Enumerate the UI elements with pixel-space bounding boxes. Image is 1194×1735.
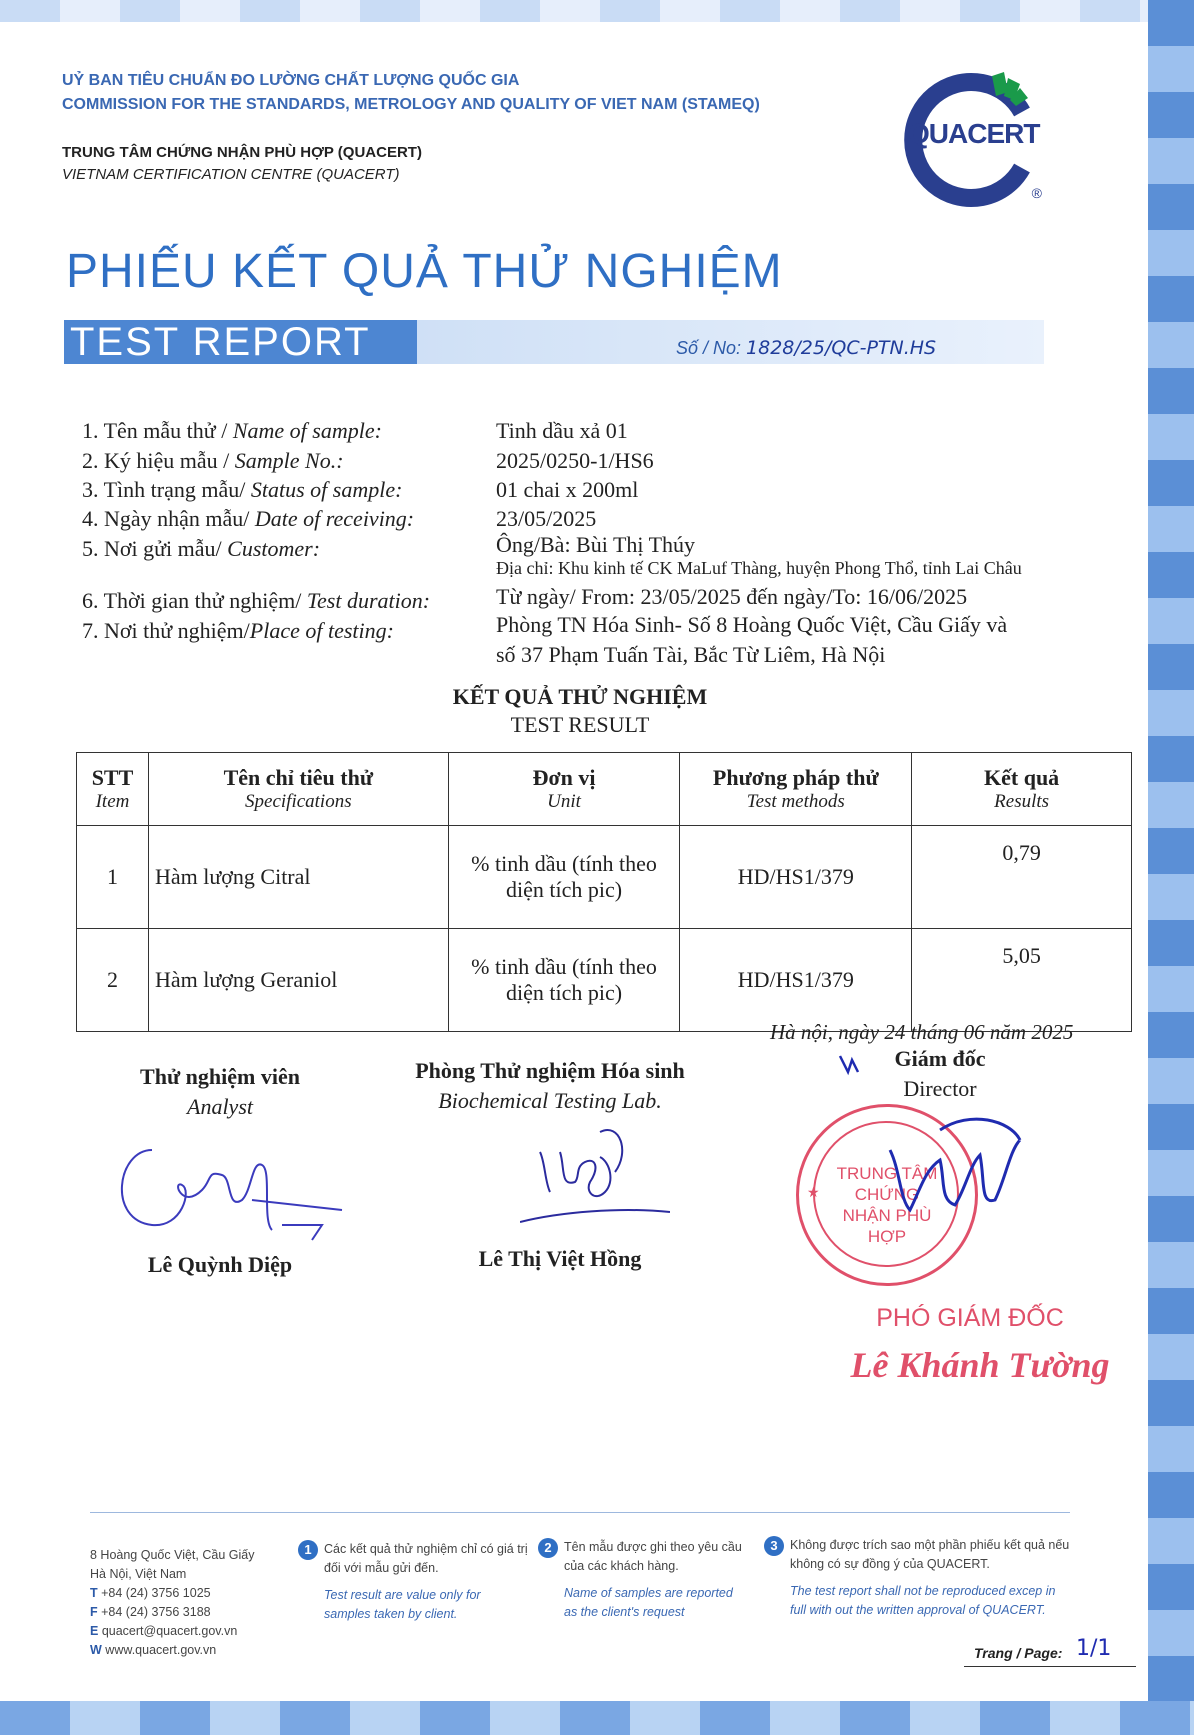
director-title-vn: Giám đốc (894, 1046, 986, 1071)
footer-contact (90, 1546, 254, 1660)
top-border (0, 0, 1194, 22)
analyst-signature (112, 1130, 352, 1250)
footer-address-1: 8 Hoàng Quốc Việt, Cầu Giấy (90, 1548, 255, 1562)
note-3-en: The test report shall not be reproduced excep in full with out the written approval of QUACERT. (790, 1584, 1056, 1617)
cell-stt: 1 (77, 826, 149, 929)
lab-name: Lê Thị Việt Hồng (478, 1246, 642, 1271)
stamp-center-text: TRUNG TÂM CHỨNG NHẬN PHÙ HỢP (836, 1164, 938, 1246)
info-label-7: 7. Nơi thử nghiệm/Place of testing: (82, 618, 394, 643)
header-method: Phương pháp thử Test methods (680, 753, 912, 826)
deputy-title: PHÓ GIÁM ĐỐC (876, 1304, 1064, 1332)
logo-text: QUACERT (908, 118, 1040, 149)
report-number-value: 1828/25/QC-PTN.HS (746, 337, 937, 359)
info-label-1: 1. Tên mẫu thử / Name of sample: (82, 418, 382, 443)
cell-result: 5,05 (912, 929, 1132, 1032)
cell-unit: % tinh dầu (tính theo diện tích pic) (448, 929, 680, 1032)
footer-note-1 (298, 1540, 528, 1624)
note-3-vn: Không được trích sao một phần phiếu kết quả nếu không có sự đồng ý của QUACERT. (790, 1538, 1070, 1571)
report-number (676, 337, 936, 359)
info-value-6: Từ ngày/ From: 23/05/2025 đến ngày/To: 16/06/2025 (496, 584, 968, 609)
result-heading-en: TEST RESULT (510, 712, 650, 737)
note-1-en: Test result are value only for samples taken by client. (324, 1588, 481, 1621)
table-header-row (77, 753, 1132, 826)
footer-note-3 (764, 1536, 1070, 1620)
info-value-7-line2: số 37 Phạm Tuấn Tài, Bắc Từ Liêm, Hà Nội (496, 642, 886, 667)
page-value: 1/1 (1076, 1636, 1112, 1661)
lab-title-en: Biochemical Testing Lab. (438, 1088, 662, 1113)
note-number-1: 1 (298, 1540, 318, 1560)
centre-vn: TRUNG TÂM CHỨNG NHẬN PHÙ HỢP (QUACERT) (62, 144, 422, 161)
stamp-star-icon: ★ (807, 1186, 820, 1201)
info-value-7: Phòng TN Hóa Sinh- Số 8 Hoàng Quốc Việt, Cầu Giấy và (496, 612, 1008, 637)
note-2-vn: Tên mẫu được ghi theo yêu cầu của các khách hàng. (564, 1540, 742, 1573)
info-label-3: 3. Tình trạng mẫu/ Status of sample: (82, 477, 403, 502)
info-label-2: 2. Ký hiệu mẫu / Sample No.: (82, 448, 344, 473)
info-value-5: Ông/Bà: Bùi Thị Thúy (496, 532, 696, 557)
cell-result: 0,79 (912, 826, 1132, 929)
analyst-title-vn: Thử nghiệm viên (140, 1064, 300, 1089)
org-en: COMMISSION FOR THE STANDARDS, METROLOGY AND QUALITY OF VIET NAM (STAMEQ) (62, 96, 760, 113)
table-row (77, 929, 1132, 1032)
note-2-en: Name of samples are reported as the client's request (564, 1586, 733, 1619)
header-spec: Tên chỉ tiêu thử Specifications (148, 753, 448, 826)
note-number-3: 3 (764, 1536, 784, 1556)
footer-fax: F +84 (24) 3756 3188 (90, 1605, 211, 1619)
info-label-4: 4. Ngày nhận mẫu/ Date of receiving: (82, 506, 415, 531)
footer-divider (90, 1512, 1070, 1513)
info-label-5: 5. Nơi gửi mẫu/ Customer: (82, 536, 321, 561)
info-value-4: 23/05/2025 (496, 506, 597, 531)
date-line: Hà nội, ngày 24 tháng 06 năm 2025 (770, 1020, 1074, 1044)
footer-email[interactable]: E quacert@quacert.gov.vn (90, 1624, 238, 1638)
analyst-title-en: Analyst (187, 1094, 253, 1119)
lab-signature (520, 1112, 670, 1232)
footer-tel: T +84 (24) 3756 1025 (90, 1586, 211, 1600)
director-signature (880, 1110, 1030, 1230)
deputy-name: Lê Khánh Tường (850, 1345, 1110, 1385)
report-number-label: Số / No: (676, 338, 742, 358)
cell-stt: 2 (77, 929, 149, 1032)
header-unit: Đơn vị Unit (448, 753, 680, 826)
cell-unit: % tinh dầu (tính theo diện tích pic) (448, 826, 680, 929)
cell-spec: Hàm lượng Citral (148, 826, 448, 929)
table-row (77, 826, 1132, 929)
org-vn: UỶ BAN TIÊU CHUẨN ĐO LƯỜNG CHẤT LƯỢNG QUỐC GIA (62, 72, 520, 89)
cell-method: HD/HS1/379 (680, 826, 912, 929)
lab-title-vn: Phòng Thử nghiệm Hóa sinh (415, 1058, 685, 1083)
page-label: Trang / Page: (974, 1645, 1063, 1661)
bottom-border (0, 1701, 1194, 1735)
info-value-1: Tinh dầu xả 01 (496, 418, 628, 443)
cell-spec: Hàm lượng Geraniol (148, 929, 448, 1032)
title-en: TEST REPORT (70, 320, 371, 364)
centre-en: VIETNAM CERTIFICATION CENTRE (QUACERT) (62, 166, 400, 183)
page-indicator (964, 1636, 1136, 1667)
analyst-name: Lê Quỳnh Diệp (147, 1252, 293, 1277)
header-result: Kết quả Results (912, 753, 1132, 826)
info-value-2: 2025/0250-1/HS6 (496, 448, 654, 473)
info-value-5-address: Địa chỉ: Khu kinh tế CK MaLuf Thàng, huyện Phong Thổ, tỉnh Lai Châu (496, 558, 1022, 578)
note-number-2: 2 (538, 1538, 558, 1558)
info-label-6: 6. Thời gian thử nghiệm/ Test duration: (82, 588, 431, 613)
header-stt: STT Item (77, 753, 149, 826)
result-heading-vn: KẾT QUẢ THỬ NGHIỆM (452, 684, 708, 709)
right-border (1148, 0, 1194, 1735)
info-value-3: 01 chai x 200ml (496, 477, 639, 502)
cell-method: HD/HS1/379 (680, 929, 912, 1032)
title-vn: PHIẾU KẾT QUẢ THỬ NGHIỆM (66, 245, 783, 298)
quacert-logo (904, 70, 1044, 210)
results-table (76, 752, 1132, 1032)
registered-mark: ® (1031, 185, 1042, 201)
footer-address-2: Hà Nội, Việt Nam (90, 1567, 187, 1581)
note-1-vn: Các kết quả thử nghiệm chỉ có giá trị đối với mẫu gửi đến. (324, 1542, 528, 1575)
footer-web[interactable]: W www.quacert.gov.vn (90, 1643, 217, 1657)
footer-note-2 (538, 1538, 748, 1622)
initials-mark (838, 1052, 862, 1076)
director-title-en: Director (903, 1076, 977, 1101)
